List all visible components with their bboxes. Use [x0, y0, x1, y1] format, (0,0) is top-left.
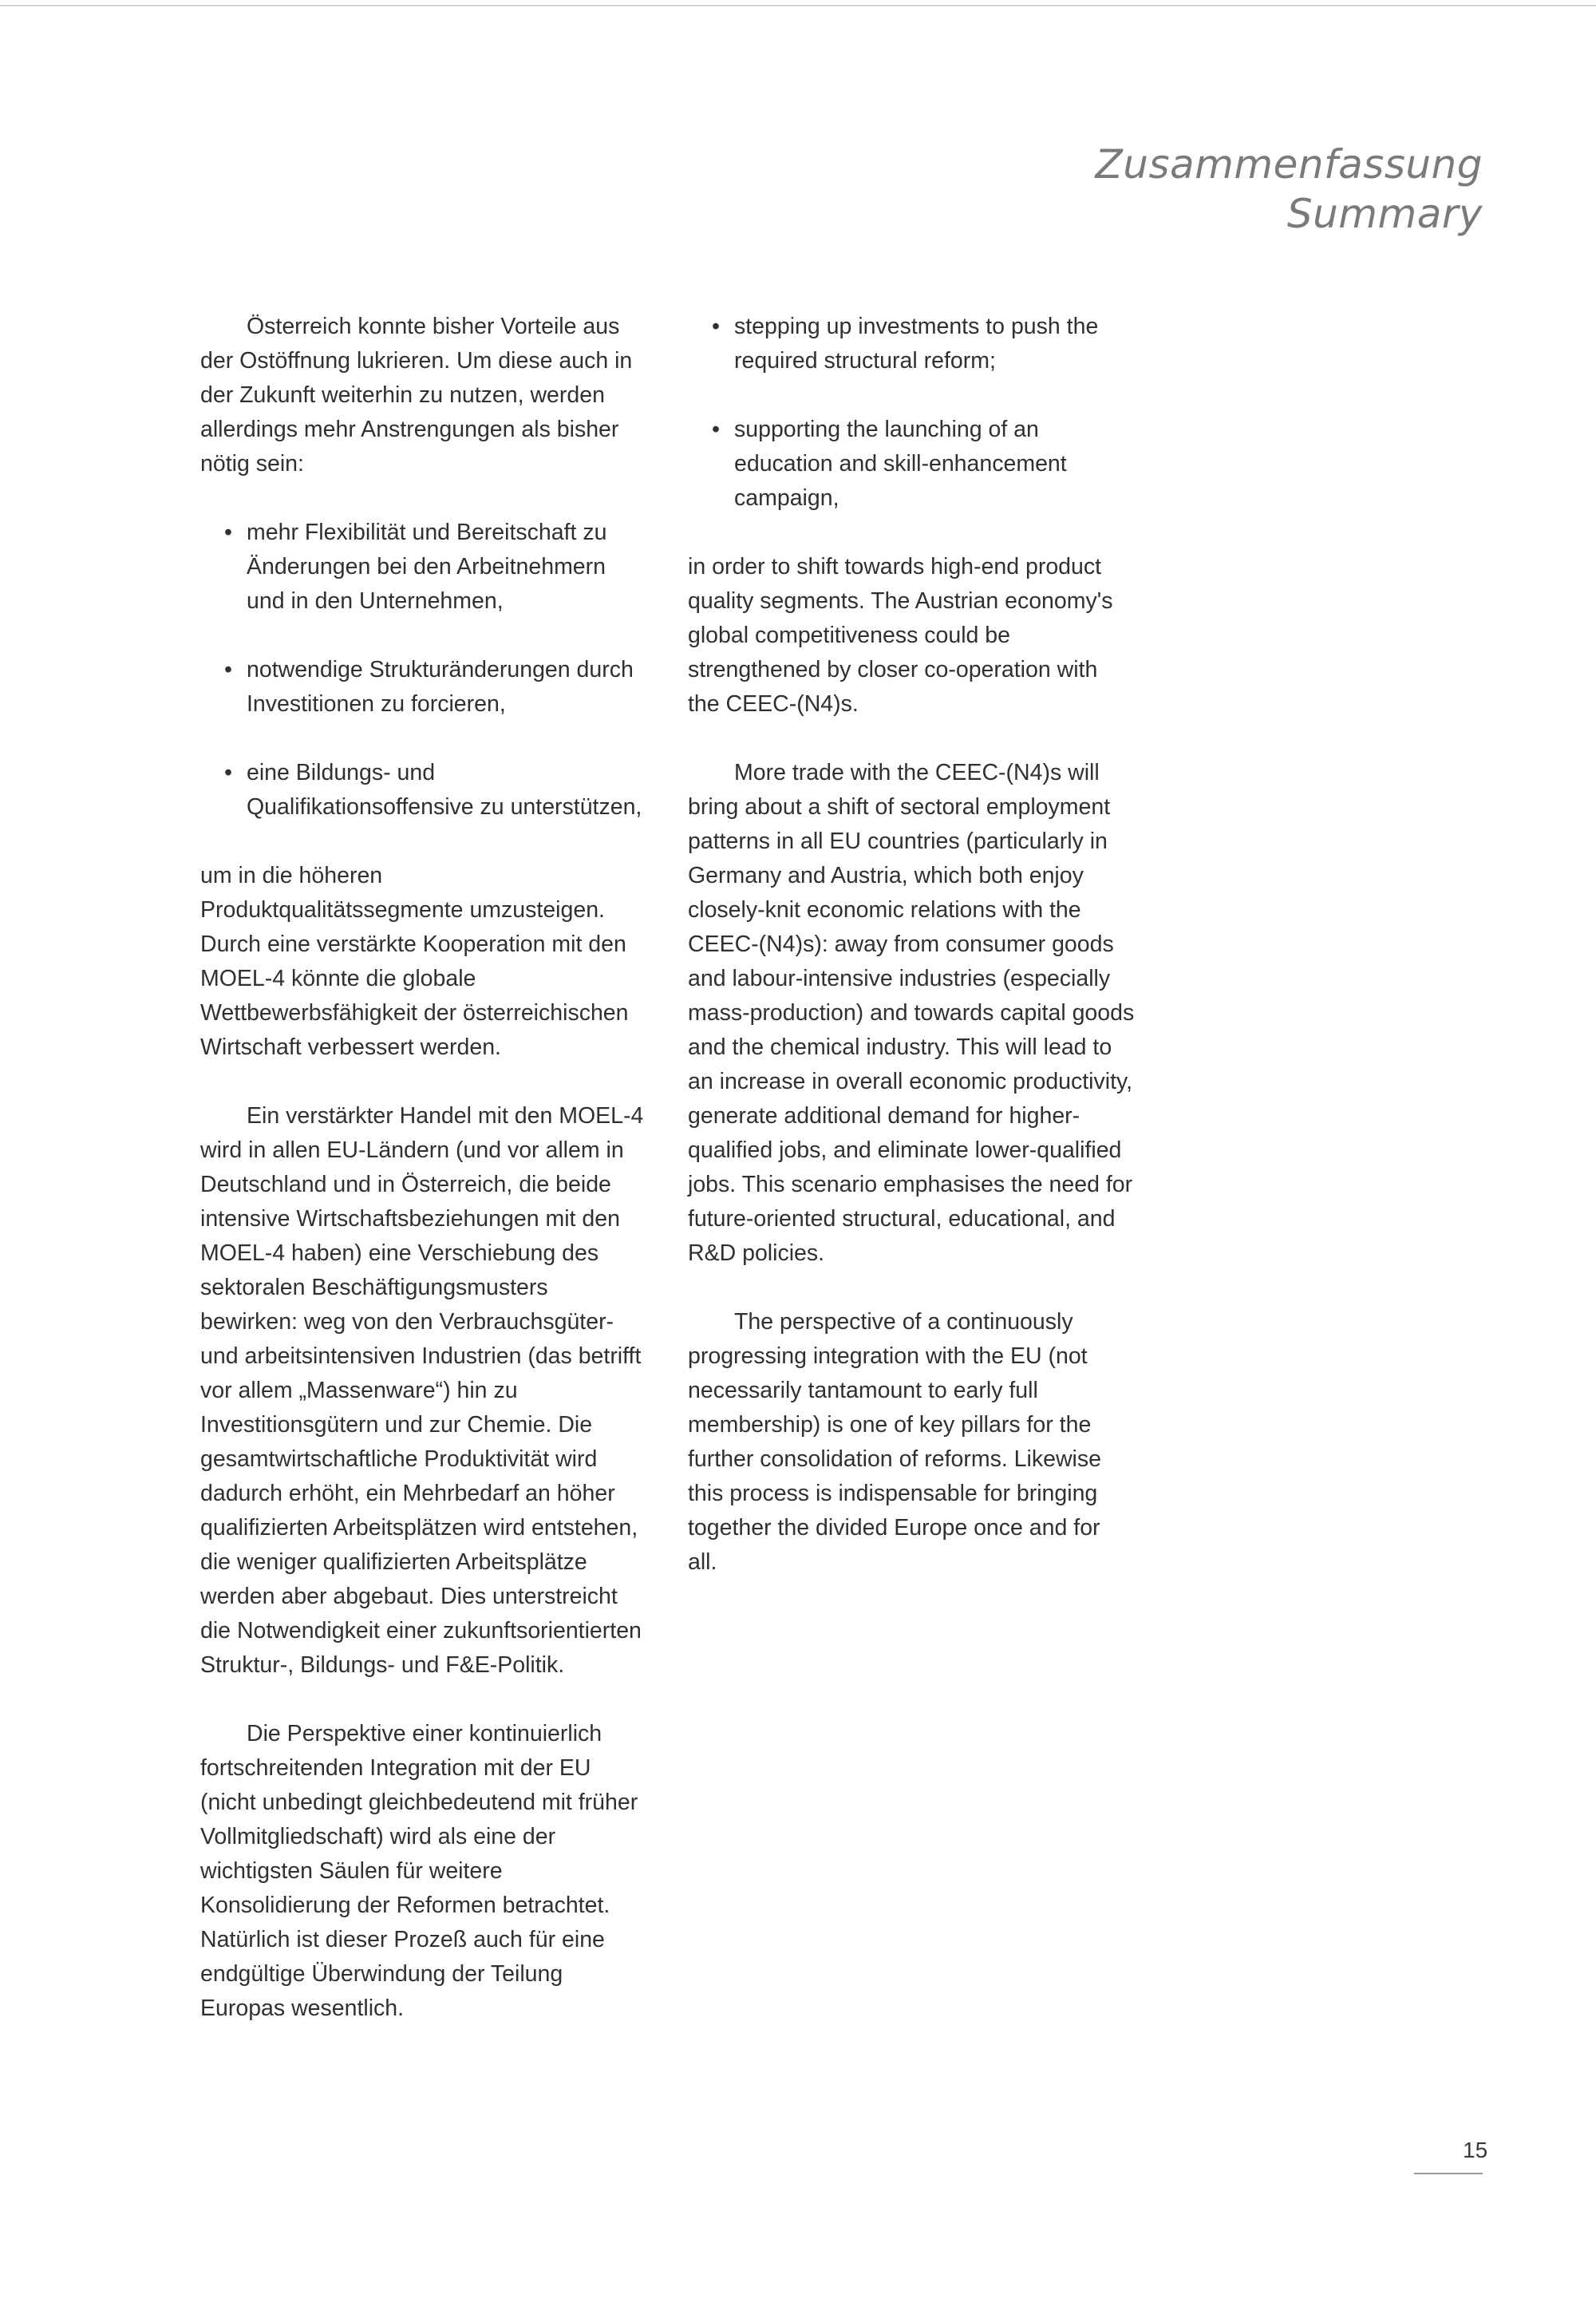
german-bullet-item: • eine Bildungs- und Qualifikationsoffensive zu unterstützen, [200, 756, 647, 825]
german-paragraph-integration: Die Perspektive einer kontinuierlich fortschreitenden Integration mit der EU (nicht unbedingt gleichbedeutend mit früher Vollmitgliedschaft) wird als eine der wichtigsten Säulen für weitere Konsolidierung der Reformen betrachtet. Natürlich ist dieser Prozeß auch für eine endgültige Überwindung der Teilung Europas wesentlich. [200, 1721, 638, 2021]
english-bullet-list [688, 310, 1135, 516]
page-number: 15 [1463, 2138, 1488, 2162]
german-bullet-list [200, 516, 647, 825]
english-bullet-item: • supporting the launching of an education and skill-enhancement campaign, [688, 413, 1135, 516]
bullet-icon: • [224, 657, 232, 682]
page-heading [1096, 140, 1483, 239]
english-column [688, 310, 1135, 1614]
german-column [200, 310, 647, 2060]
english-bullet-item: • stepping up investments to push the required structural reform; [688, 310, 1135, 378]
english-after-bullets-paragraph: in order to shift towards high-end product quality segments. The Austrian economy's global competitiveness could be strengthened by closer co-operation with the CEEC-(N4)s. [688, 554, 1113, 717]
heading-english: Summary [1286, 191, 1483, 237]
bullet-icon: • [712, 314, 720, 339]
page-number-rule [1414, 2173, 1483, 2174]
german-bullet-item: • notwendige Strukturänderungen durch Investitionen zu forcieren, [200, 653, 647, 722]
top-border-rule [0, 5, 1596, 6]
english-paragraph-trade: More trade with the CEEC-(N4)s will bring about a shift of sectoral employment patterns in all EU countries (particularly in Germany and Austria, which both enjoy closely-knit economic relations with the CEEC-(N4)s): away from consumer goods and labour-intensive industries (especially mass-production) and towards capital goods and the chemical industry. This will lead to an increase in overall economic productivity, generate additional demand for higher-qualified jobs, and eliminate lower-qualified jobs. This scenario emphasises the need for future-oriented structural, educational, and R&D policies. [688, 760, 1135, 1266]
german-after-bullets-paragraph: um in die höheren Produktqualitätssegmente umzusteigen. Durch eine verstärkte Kooperation mit den MOEL-4 könnte die globale Wettbewerbsfähigkeit der österreichischen Wirtschaft verbessert werden. [200, 863, 629, 1060]
bullet-icon: • [224, 760, 232, 785]
german-bullet-item: • mehr Flexibilität und Bereitschaft zu Änderungen bei den Arbeitnehmern und in den Unternehmen, [200, 516, 647, 619]
bullet-icon: • [224, 520, 232, 545]
bullet-icon: • [712, 417, 720, 442]
german-paragraph-trade: Ein verstärkter Handel mit den MOEL-4 wird in allen EU-Ländern (und vor allem in Deutschland und in Österreich, die beide intensive Wirtschaftsbeziehungen mit den MOEL-4 haben) eine Verschiebung des sektoralen Beschäftigungsmusters bewirken: weg von den Verbrauchsgüter- und arbeitsintensiven Industrien (das betrifft vor allem „Massenware“) hin zu Investitionsgütern und zur Chemie. Die gesamtwirtschaftliche Produktivität wird dadurch erhöht, ein Mehrbedarf an höher qualifizierten Arbeitsplätzen wird entstehen, die weniger qualifizierten Arbeitsplätze werden aber abgebaut. Dies unterstreicht die Notwendigkeit einer zukunftsorientierten Struktur-, Bildungs- und F&E-Politik. [200, 1103, 644, 1678]
heading-german: Zusammenfassung [1095, 141, 1483, 188]
german-intro-paragraph: Österreich konnte bisher Vorteile aus der Ostöffnung lukrieren. Um diese auch in der Zukunft weiterhin zu nutzen, werden allerdings mehr Anstrengungen als bisher nötig sein: [200, 314, 633, 477]
english-paragraph-integration: The perspective of a continuously progressing integration with the EU (not necessarily tantamount to early full membership) is one of key pillars for the further consolidation of reforms. Likewise this process is indispensable for bringing together the divided Europe once and for all. [688, 1309, 1101, 1575]
